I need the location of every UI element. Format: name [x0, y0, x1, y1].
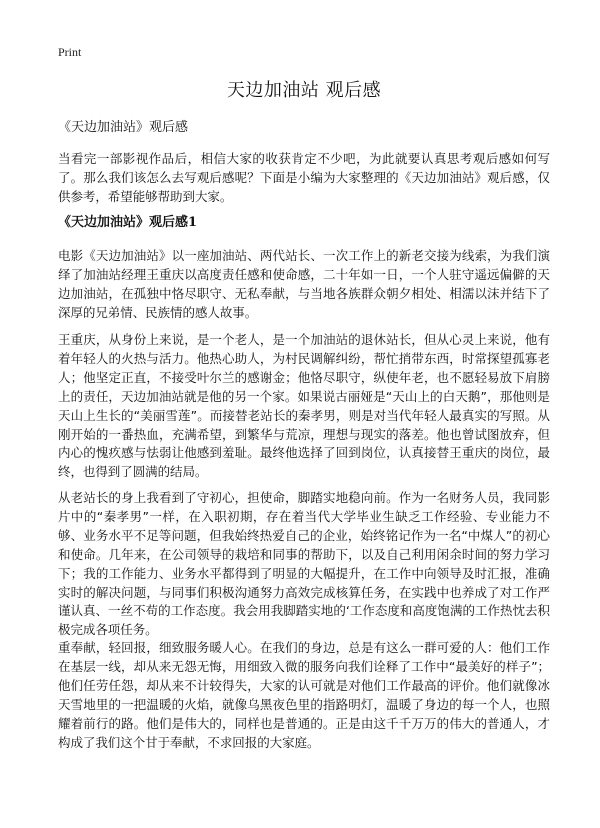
print-link[interactable]: Print [58, 45, 82, 59]
document-page [58, 0, 550, 828]
section-heading: 《天边加油站》观后感1 [58, 215, 198, 230]
intro-paragraph: 当看完一部影视作品后，相信大家的收获肯定不少吧，为此就要认真思考观后感如何写了。那么我们该怎么去写观后感呢？下面是小编为大家整理的《天边加油站》观后感，仅供参考，希望能够帮助到大家。 [58, 151, 550, 204]
document-subtitle: 《天边加油站》观后感 [58, 120, 189, 135]
body-paragraph-4: 重奉献，轻回报，细致服务暖人心。在我们的身边，总是有这么一群可爱的人：他们工作在基层一线，却从来无怨无悔，用细致入微的服务向我们诠释了工作中“最美好的样子”；他们任劳任怨，却从来不计较得失，大家的认可就是对他们工作最高的评价。他们就像冰天雪地里的一把温暖的火焰，就像乌黑夜色里的指路明灯，温暖了身边的每一个人，也照耀着前行的路。他们是伟大的，同样也是普通的。正是由这千千万万的伟大的普通人，才构成了我们这个甘于奉献，不求回报的大家庭。 [58, 640, 550, 750]
body-paragraph-2: 王重庆，从身份上来说，是一个老人，是一个加油站的退休站长，但从心灵上来说，他有着年轻人的火热与活力。他热心助人，为村民调解纠纷，帮忙捎带东西，时常探望孤寡老人；他坚定正直，不接受叶尔兰的感谢金；他恪尽职守，纵使年老，也不愿轻易放下肩膀上的责任，天边加油站就是他的另一个家。如果说古丽娅是“天山上的白天鹅”，那他则是天山上生长的“美丽雪莲”。而接替老站长的秦孝男，则是对当代年轻人最真实的写照。从刚开始的一番热血，充满希望，到繁华与荒凉，理想与现实的落差。他也曾试图放弃，但内心的愧疚感与怯弱让他感到羞耻。最终他选择了回到岗位，认真接替王重庆的岗位，最终，也得到了圆满的结局。 [58, 332, 550, 480]
document-title: 天边加油站 观后感 [226, 80, 382, 101]
body-paragraph-1: 电影《天边加油站》以一座加油站、两代站长、一次工作上的新老交接为线索，为我们演绎了加油站经理王重庆以高度责任感和使命感，二十年如一日，一个人驻守遥远偏僻的天边加油站，在孤独中恪尽职守、无私奉献，与当地各族群众朝夕相处、相濡以沫并结下了深厚的兄弟情、民族情的感人故事。 [58, 248, 550, 320]
body-paragraph-3: 从老站长的身上我看到了守初心，担使命，脚踏实地稳向前。作为一名财务人员，我同影片中的“秦孝男”一样，在入职初期，存在着当代大学毕业生缺乏工作经验、专业能力不够、业务水平不足等问题，但我始终热爱自己的企业，始终铭记作为一名“中煤人”的初心和使命。几年来，在公司领导的栽培和同事的帮助下，以及自己利用闲余时间的努力学习下；我的工作能力、业务水平都得到了明显的大幅提升，在工作中向领导及时汇报，准确实时的解决问题，与同事们积极沟通努力高效完成核算任务，在实践中也养成了对工作严谨认真、一丝不苟的工作态度。我会用我脚踏实地的‘工作态度和高度饱满的工作热忱去积极完成各项任务。 [58, 490, 550, 638]
